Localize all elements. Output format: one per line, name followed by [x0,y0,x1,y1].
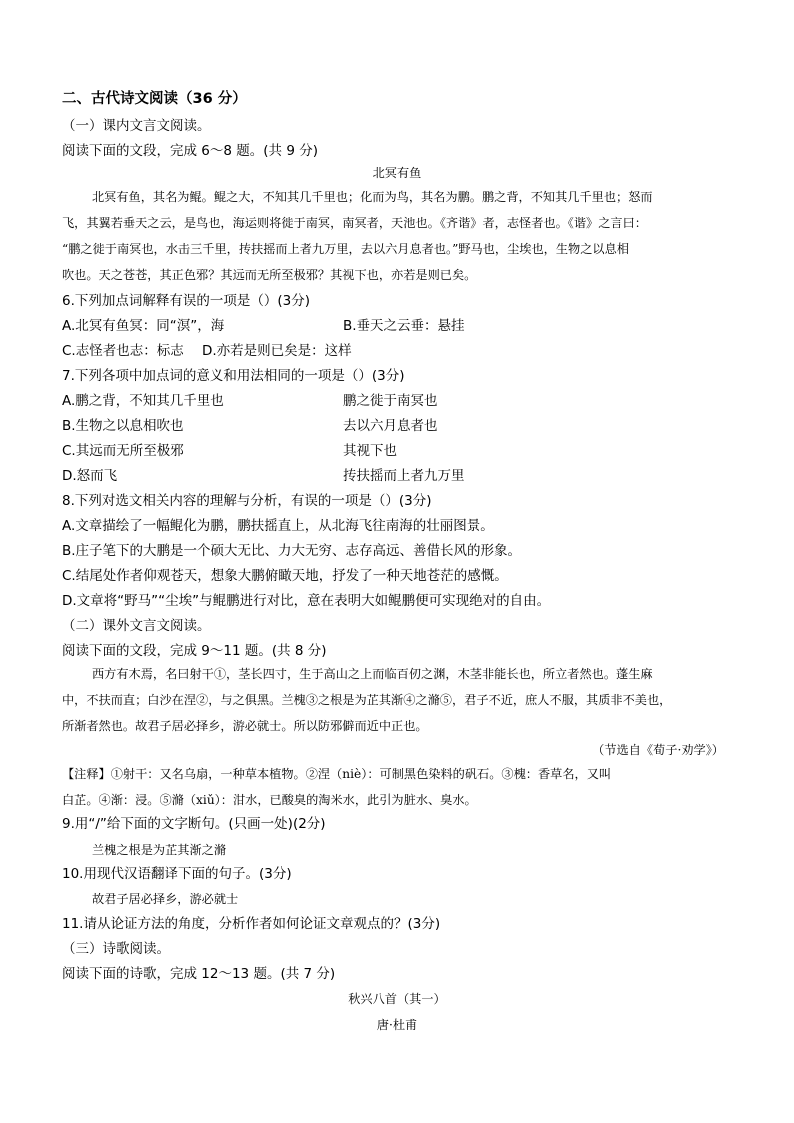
q7-option-a-right: 鹏之徙于南冥也 [343,393,438,409]
q8-option-b: B.庄子笔下的大鹏是一个硕大无比、力大无穷、志存高远、善借长风的形象。 [62,543,522,559]
q8-stem: 8.下列对选文相关内容的理解与分析，有误的一项是（）(3分) [62,493,432,509]
q6-option-c: C.志怪者也志：标志 [62,343,184,359]
q6-option-b: B.垂天之云垂：悬挂 [343,318,465,334]
passage2-line: 所渐者然也。故君子居必择乡，游必就士。所以防邪僻而近中正也。 [62,719,428,733]
passage1-line: 北冥有鱼，其名为鲲。鲲之大，不知其几千里也；化而为鸟，其名为鹏。鹏之背，不知其几千里也；怒而 [92,190,653,204]
part1-instruction: 阅读下面的文段，完成 6～8 题。(共 9 分) [62,143,318,159]
notes-line: 【注释】①射干：又名乌扇，一种草本植物。②涅（niè）：可制黑色染料的矾石。③槐：香草名，又叫 [62,767,612,781]
passage2-source: （节选自《荀子·劝学》） [592,743,724,757]
q7-option-b-left: B.生物之以息相吹也 [62,418,184,434]
part2-title: （二）课外文言文阅读。 [62,618,211,634]
part2-instruction: 阅读下面的文段，完成 9～11 题。(共 8 分) [62,643,327,659]
passage2-line: 中，不扶而直；白沙在涅②，与之俱黑。兰槐③之根是为芷其渐④之滫⑤，君子不近，庶人不服，其质非不美也， [62,693,672,707]
passage1-line: 飞，其翼若垂天之云，是鸟也，海运则将徙于南冥，南冥者，天池也。《齐谐》者，志怪者也。《谐》之言曰： [62,216,647,230]
q8-option-c: C.结尾处作者仰观苍天，想象大鹏俯瞰天地，抒发了一种天地苍茫的感慨。 [62,568,508,584]
poem-title: 秋兴八首（其一） [348,992,446,1006]
section-heading: 二、古代诗文阅读（36 分） [62,91,247,107]
q7-option-c-left: C.其远而无所至极邪 [62,443,184,459]
q11-stem: 11.请从论证方法的角度，分析作者如何论证文章观点的？(3分) [62,916,441,932]
q6-option-a: A.北冥有鱼冥：同“溟”，海 [62,318,225,334]
q7-option-a-left: A.鹏之背，不知其几千里也 [62,393,224,409]
q10-text: 故君子居必择乡，游必就士 [92,892,239,906]
part1-title: （一）课内文言文阅读。 [62,118,211,134]
q6-stem: 6.下列加点词解释有误的一项是（）(3分) [62,293,311,309]
q8-option-d: D.文章将“野马”“尘埃”与鲲鹏进行对比，意在表明大如鲲鹏便可实现绝对的自由。 [62,593,551,609]
q7-option-d-left: D.怒而飞 [62,468,118,484]
part3-title: （三）诗歌阅读。 [62,941,170,957]
q7-option-c-right: 其视下也 [343,443,397,459]
q7-option-b-right: 去以六月息者也 [343,418,438,434]
passage2-line: 西方有木焉，名曰射干①，茎长四寸，生于高山之上而临百仞之渊，木茎非能长也，所立者然也。蓬生麻 [92,667,653,681]
q9-text: 兰槐之根是为芷其渐之滫 [92,843,227,857]
q6-option-d: D.亦若是则已矣是：这样 [202,343,352,359]
q8-option-a: A.文章描绘了一幅鲲化为鹏，鹏扶摇直上，从北海飞往南海的壮丽图景。 [62,518,494,534]
q10-stem: 10.用现代汉语翻译下面的句子。(3分) [62,866,292,882]
notes-line: 白芷。④渐：浸。⑤滫（xiǔ）：泔水，已酸臭的淘米水，此引为脏水、臭水。 [62,793,477,807]
passage1-line: “鹏之徙于南冥也，水击三千里，抟扶摇而上者九万里，去以六月息者也。”野马也，尘埃也，生物之以息相 [62,242,629,256]
poem-author: 唐·杜甫 [376,1018,418,1032]
part3-instruction: 阅读下面的诗歌，完成 12～13 题。(共 7 分) [62,966,336,982]
q7-stem: 7.下列各项中加点词的意义和用法相同的一项是（）(3分) [62,368,405,384]
q7-option-d-right: 抟扶摇而上者九万里 [343,468,465,484]
passage1-line: 吹也。天之苍苍，其正色邪？其远而无所至极邪？其视下也，亦若是则已矣。 [62,268,477,282]
q9-stem: 9.用“/”给下面的文字断句。(只画一处)(2分) [62,816,326,832]
passage1-title: 北冥有鱼 [372,166,422,180]
